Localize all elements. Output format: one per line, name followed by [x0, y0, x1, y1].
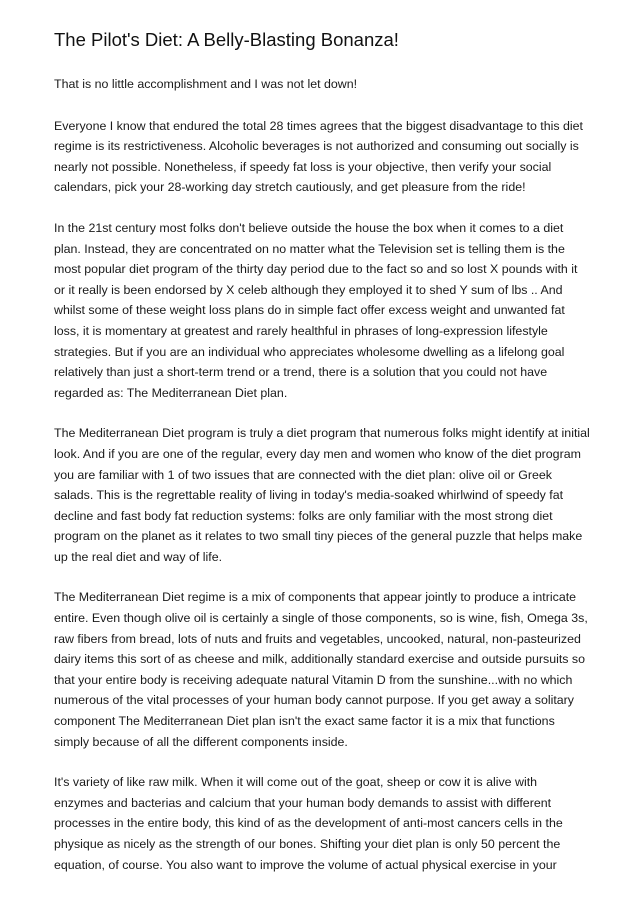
paragraph-21st-century: In the 21st century most folks don't believe outside the house the box when it comes to a diet plan. Instead, they are concentrated on no matter what the Television set is telling them is the most popular diet program of the thirty day period due to the fact so and so lost X pounds with it or it really is been endorsed by X celeb although they employed it to shed Y sum of lbs .. And whilst some of these weight loss plans do in simple fact offer excess weight and unwanted fat loss, it is momentary at greatest and rarely healthful in phrases of long-expression lifestyle strategies. But if you are an individual who appreciates wholesome dwelling as a lifelong goal relatively than just a short-term trend or a trend, there is a solution that you could not have regarded as: The Mediterranean Diet plan.	[54, 220, 578, 400]
paragraph-components: The Mediterranean Diet regime is a mix of components that appear jointly to produce a intricate entire. Even though olive oil is certainly a single of those components, so is wine, fish, Omega 3s, raw fibers from bread, lots of nuts and fruits and vegetables, uncooked, natural, non-pasteurized dairy items this sort of as cheese and milk, additionally standard exercise and outside pursuits so that your entire body is receiving adequate natural Vitamin D from the sunshine...with no which numerous of the vital processes of your human body cannot purpose. If you get away a solitary component The Mediterranean Diet plan isn't the exact same factor it is a mix that functions simply because of all the different components inside.	[54, 590, 588, 749]
paragraph-restrictiveness: Everyone I know that endured the total 28 times agrees that the biggest disadvantage to this diet regime is its restrictiveness. Alcoholic beverages is not authorized and consuming out socially is nearly not possible. Nonetheless, if speedy fat loss is your objective, then verify your social calendars, pick your 28-working day stretch cautiously, and get pleasure from the ride!	[54, 118, 584, 195]
paragraph-raw-milk: It's variety of like raw milk. When it will come out of the goat, sheep or cow it is alive with enzymes and bacterias and calcium that your human body demands to assist with different processes in the entire body, this kind of as the development of anti-most cancers cells in the physique as nicely as the strength of our bones. Shifting your diet plan is only 50 percent the equation, of course. You also want to improve the volume of actual physical exercise in your	[54, 775, 563, 872]
document-page	[54, 28, 590, 895]
paragraph-intro: That is no little accomplishment and I was not let down!	[54, 77, 358, 91]
document-title: The Pilot's Diet: A Belly-Blasting Bonanza!	[54, 29, 399, 50]
paragraph-mediterranean-diet: The Mediterranean Diet program is truly a diet program that numerous folks might identify at initial look. And if you are one of the regular, every day men and women who know of the diet program you are familiar with 1 of two issues that are connected with the diet plan: olive oil or Greek salads. This is the regrettable reality of living in today's media-soaked whirlwind of speedy fat decline and fast body fat reduction systems: folks are only familiar with the most strong diet program on the planet as it relates to two small tiny pieces of the general puzzle that helps make up the real diet and way of life.	[54, 426, 590, 564]
